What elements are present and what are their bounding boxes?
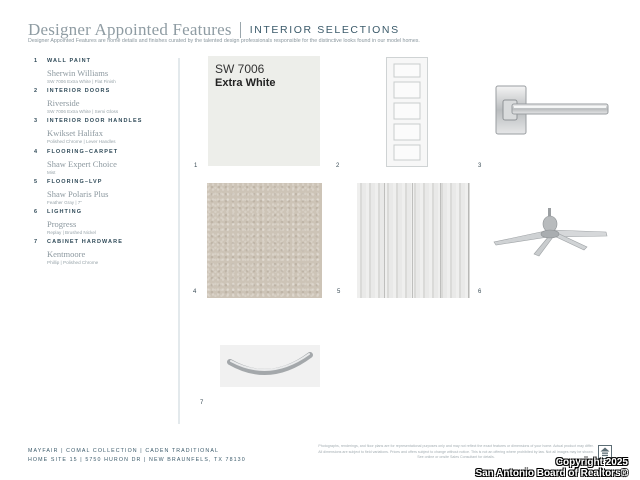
selection-detail: Polished Chrome | Lever Handles	[47, 139, 116, 144]
selection-detail: Phillip | Polished Chrome	[47, 260, 99, 265]
tile-number: 1	[194, 163, 198, 169]
door-handle-image	[494, 82, 612, 138]
selection-name: Sherwin Williams	[47, 68, 109, 78]
selection-detail: SW 7006 Extra White | Flat Finish	[47, 79, 116, 84]
selection-name: Shaw Expert Choice	[47, 159, 117, 169]
footer-address: HOME SITE 15 | 5750 HURON DR | NEW BRAUNFELS, TX 78130	[28, 457, 246, 463]
swatch-code: SW 7006	[215, 62, 265, 76]
page-description: Designer Appointed Features are home details and finishes curated by the talented design professionals responsible for the distinctive looks found in our model homes.	[28, 38, 420, 44]
footer-community: MAYFAIR | COMAL COLLECTION | CADEN TRADITIONAL	[28, 448, 219, 454]
page-header	[28, 20, 400, 40]
selection-category: LIGHTING	[47, 209, 83, 215]
copyright-watermark: Copyright 2025	[555, 457, 628, 468]
selection-category: INTERIOR DOOR HANDLES	[47, 118, 143, 124]
selection-detail: Feather Gray | 7"	[47, 200, 82, 205]
interior-door-image	[386, 57, 428, 167]
selection-detail: SW 7006 Extra White | Semi Gloss	[47, 109, 119, 114]
vertical-divider	[178, 58, 180, 424]
selection-name: Kwikset Halifax	[47, 128, 103, 138]
selection-name: Shaw Polaris Plus	[47, 189, 109, 199]
section-title: INTERIOR SELECTIONS	[249, 24, 400, 36]
selection-detail: Mist	[47, 170, 56, 175]
ceiling-fan-image	[492, 208, 610, 258]
selection-category: WALL PAINT	[47, 58, 92, 64]
selection-number: 5	[34, 179, 38, 185]
tile-number: 2	[336, 163, 340, 169]
selection-number: 3	[34, 118, 38, 124]
footer-disclaimer: Photographs, renderings, and floor plans are for representational purposes only and may not reflect the exact features or dimensions of your home. Actual product may differ. All dimensions are subject to field variations. Prices and offers subject to change without notice. This is not an offering where prohibited by law. Not all images may be shown. See online or onsite Sales Consultant for details.	[318, 444, 594, 459]
tile-number: 4	[193, 289, 197, 295]
selection-number: 7	[34, 239, 38, 245]
selection-category: INTERIOR DOORS	[47, 88, 111, 94]
selection-category: CABINET HARDWARE	[47, 239, 123, 245]
lvp-flooring-image	[357, 183, 470, 298]
selection-number: 2	[34, 88, 38, 94]
selection-category: FLOORING–CARPET	[47, 149, 119, 155]
selection-number: 4	[34, 149, 38, 155]
paint-swatch-image	[208, 56, 320, 166]
selection-category: FLOORING–LVP	[47, 179, 103, 185]
carpet-sample-image	[207, 183, 322, 298]
selection-number: 6	[34, 209, 38, 215]
selection-detail: Replay | Brushed Nickel	[47, 230, 96, 235]
tile-number: 7	[200, 400, 204, 406]
cabinet-pull-image	[220, 345, 320, 387]
swatch-name: Extra White	[215, 77, 276, 89]
selection-number: 1	[34, 58, 38, 64]
tile-number: 3	[478, 163, 482, 169]
realtors-watermark: San Antonio Board of Realtors®	[475, 468, 628, 479]
selection-name: Progress	[47, 219, 77, 229]
page-title: Designer Appointed Features	[28, 20, 232, 39]
tile-number: 6	[478, 289, 482, 295]
tile-number: 5	[337, 289, 341, 295]
title-divider	[240, 22, 241, 38]
selection-name: Riverside	[47, 98, 80, 108]
selection-name: Kentmoore	[47, 249, 86, 259]
